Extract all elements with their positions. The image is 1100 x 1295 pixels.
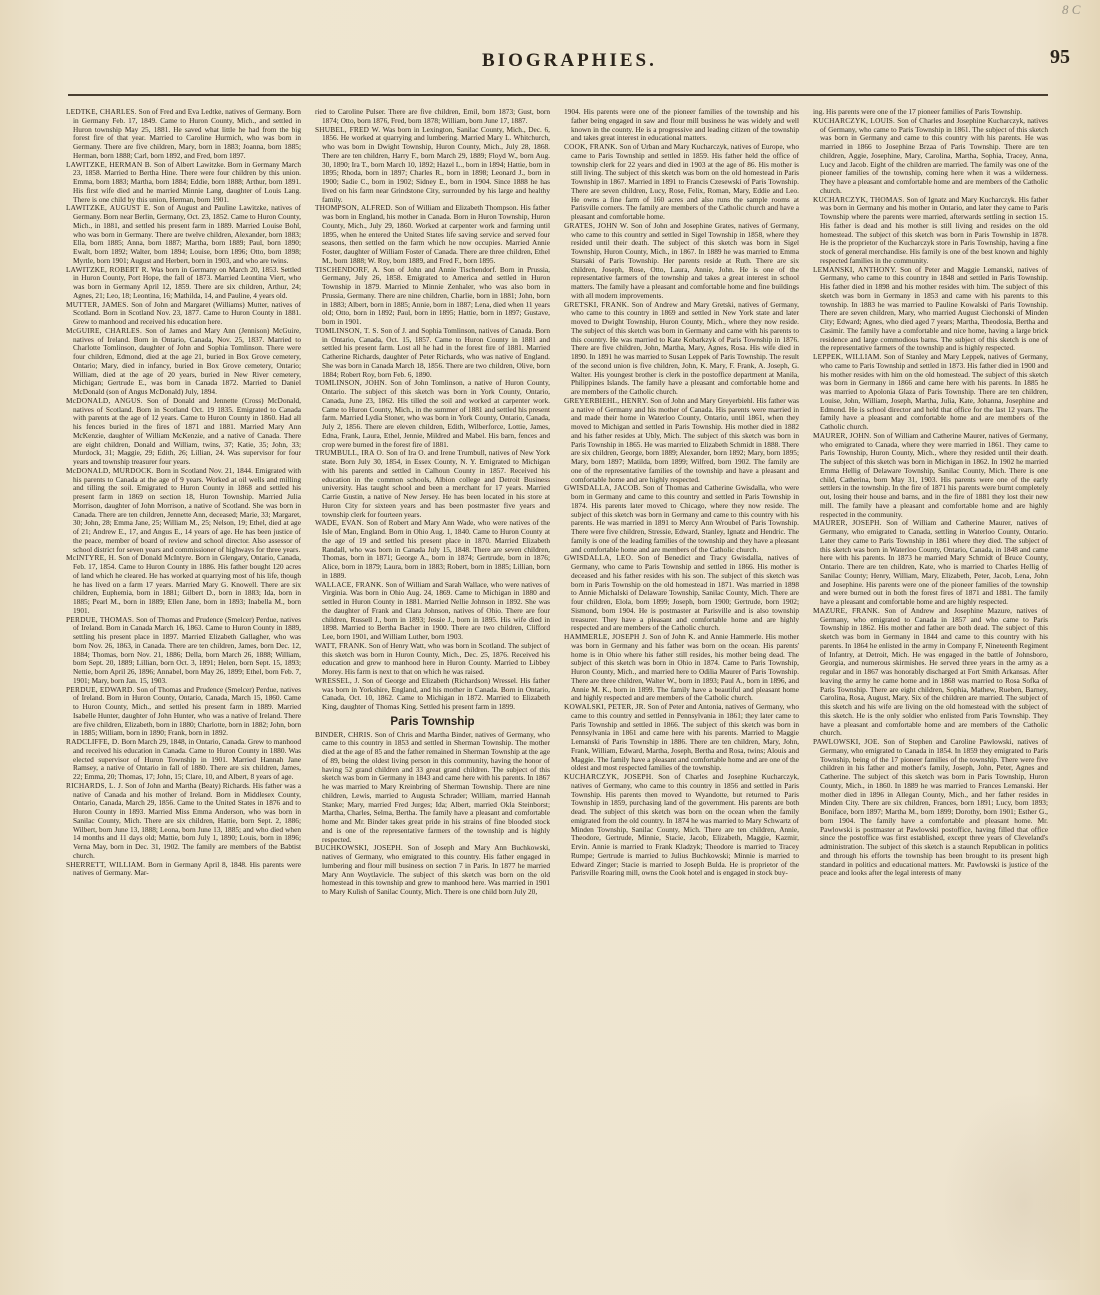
biography-name: KOWALSKI, PETER, JR. [564, 702, 646, 711]
biography-name: WRESSEL, J. [315, 675, 360, 685]
biography-name: WATT, FRANK. [315, 640, 367, 650]
biography-entry [315, 126, 550, 205]
biography-name: McGUIRE, CHARLES. [66, 325, 142, 335]
biography-entry [564, 773, 799, 878]
biography-text: Son of John and Mary Greyerbiehl. His father was a native of Germany and his mother of Canada. His parents were married in and made their home in Waterloo County, Ontario, until 1861, when they moved to Michigan and settled in Paris Township. His mother died in 1882 and his father resides at Ubly, Mich. The subject of this sketch was born in Paris Township in 1865. He was married to Elizabeth Schmidt in 1888. There are six children, George, born 1889; Alexander, born 1892; Mary, born 1895; Mary, born 1897; Matilda, born 1899; Wilfred, born 1902. The family are one of the representative families of the township and have a pleasant and comfortable home and are highly respected. [571, 395, 799, 484]
biography-entry [813, 353, 1048, 432]
biography-text: Born March 29, 1848, in Ontario, Canada. Grew to manhood and received his education in Canada. Came to Huron County in 1880. Was elected supervisor of Huron Township in 1901. Married Hannah Jane Ramsey, a native of Ontario in fall of 1880. There are six children, James, 22; Emma, 20; Thomas, 17; John, 15; Clare, 10, and Albert, 8 years of age. [73, 737, 301, 781]
biography-name: HAMMERLE, JOSEPH J. [564, 632, 648, 641]
biography-text: Son of Thomas and Prudence (Smelcer) Perdue, natives of Ireland. Born in Huron County, Ontario, Canada, March 15, 1860. Came to Huron County, Mich., and settled his present farm in 1889. Married Isabelle Hunter, daughter of John Hunter, who was a native of Ireland. There are five children, Elizabeth, born in 1880; Charlotte, born in 1882; John, born in 1885; William, born in 1890; Frank, born in 1892. [73, 684, 301, 738]
biography-name: TOMLINSON, T. S. [315, 325, 379, 335]
biography-text: Son of William and Elizabeth Thompson. His father was born in England, his mother in Canada. Born in Huron Township, Huron County, Mich., July 29, 1860. Worked at carpenter work and farming until 1895, when he entered the United States life saving service and served four seasons, then settled on the farm which he now occupies. Married Annie Foster, daughter of William Foster of Canada. There are three children, Ethel M., born 1888; W. Roy, born 1889, and Fred F., born 1895. [322, 203, 550, 265]
biography-text: ing. His parents were one of the 17 pioneer families of Paris Township. [813, 108, 1023, 116]
biography-name: TISCHENDORF, A. [315, 264, 380, 274]
biography-text: 1904. His parents were one of the pioneer families of the township and his father being engaged in saw and flour mill business he was widely and well known in the county. He is a progressive and leading citizen of the township and takes great interest in educational matters. [564, 108, 799, 143]
biography-text: Son of William and Catherine Maurer, natives of Germany, who emigrated to Canada, where they were married in 1861. They came to Paris Township, Huron County, Mich., where they resided until their death. The subject of this sketch was born in Michigan in 1862. In 1902 he married Emma Hellig of Delaware Township, Sanilac County, Mich. There is one child, Catherina, born May 31, 1903. His parents were one of the early settlers in the township. In the fire of 1871 his parents were burnt completely out, losing their house and barns, and in the fire of 1881 they lost their new mill. The family have a pleasant and comfortable home and are highly respected in the community. [820, 430, 1048, 519]
biography-entry [315, 108, 550, 126]
biography-name: PERDUE, THOMAS. [66, 614, 135, 624]
biography-entry [66, 686, 301, 739]
biography-name: KUCHARCZYK, LOUIS. [813, 115, 896, 125]
column-1 [66, 108, 301, 1284]
biography-entry [315, 844, 550, 897]
biography-entry [564, 143, 799, 222]
biography-name: KUCHARCZYK, THOMAS. [813, 194, 905, 204]
biography-entry [564, 703, 799, 773]
biography-text: Son of Thomas and Prudence (Smelcer) Perdue, natives of Ireland. Born in Canada March 16, 1863. Came to Huron County in 1889, settling his present place in 1897. Married Elizabeth Gallagher, who was born Nov. 26, 1863, in Canada. There are ten children, James, born Dec. 12, 1884; Thomas, born Nov. 21, 1886; Della, born March 26, 1888; William, born Sept. 20, 1889; Lillian, born Oct. 3, 1891; Helen, born Sept. 15, 1893; Nettie, born April 26, 1896; Annabel, born May 26, 1899; Ethel, born Feb. 7, 1901; Mary, born Jan. 15, 1903. [73, 614, 301, 685]
biography-text: Son of John and Josephine Grates, natives of Germany, who came to this country and settled in Sigel Township in 1858, where they resided until their death. The subject of this sketch was born in Sigel Township, Huron County, Mich., in 1867. In 1889 he was married to Emma Starsaki of Paris Township. Her parents reside at Ruth. There are six children, Joseph, Rose, Otto, Laura, Annie, John. He is one of the representative farmers of the township and takes a great interest in school matters. The family have a pleasant and comfortable home and fine buildings with all modern improvements. [571, 220, 799, 300]
biography-entry [564, 484, 799, 554]
page-title: BIOGRAPHIES. [482, 50, 657, 71]
biography-text: Son of Stephen and Caroline Pawlowski, natives of Germany, who emigrated to Canada in 1854. In 1859 they emigrated to Paris Township, being of the 17 pioneer families of the township. There were five children in his father and mother's family, Joseph, John, Peter, Agnes and Catherine. The subject of this sketch was born in Paris Township, Huron County, Mich., in 1860. In 1889 he was married to Frances Lemanski. Her mother died in 1896 in Allegan County, Mich., and her father resides in Minden City. There are six children, Frances, born 1891; Lucy, born 1893; Boniface, born 1897; Martha M., born 1899; Dorothy, born 1901; Esther G., born 1904. The family have a comfortable and pleasant home. Mr. Pawlowski is postmaster at Pawlowski postoffice, having filled that office since the postoffice was first established, except three years of Cleveland's administration. The subject of this sketch is a staunch Republican in politics and through his efforts the township has been brought to its present high standard in politics and educational matters. Mr. Pawlowski is justice of the peace and looks after the legal interests of many [820, 737, 1048, 878]
biography-entry [66, 327, 301, 397]
biography-name: THOMPSON, ALFRED. [315, 203, 393, 213]
biography-name: KUCHARCZYK, JOSEPH. [564, 772, 654, 781]
biography-entry [813, 738, 1048, 878]
page-header [0, 0, 1100, 100]
biography-text: Son of Chris and Martha Binder, natives of Germany, who came to this country in 1853 and settled in Sherman Township. The mother died at the age of 85 and the father remained in Sherman Township at the age of 89, being the oldest living person in this community, having the honor of having 52 grand children and 33 great grand children. The subject of this sketch was born in Germany in 1843 and came here with his parents. In 1867 he was married to Mary Kreinbring of Sherman Township. There are nine children, Lewis, married to Augusta Schrader; William, married Hannah Stanke; Mary, married Fred Jurges; Ida; Albert, married Okla Steinborst; Martha, Charles, Selma, Bertha. The family have a pleasant and comfortable home and Mr. Binder takes great pride in his strains of fine blooded stock and is one of the representative farmers of the township and is highly respected. [322, 729, 550, 844]
biography-entry [813, 519, 1048, 607]
biography-name: GRETSKI, FRANK. [564, 299, 630, 309]
biography-text: Son of John and Annie Tischendorf. Born in Prussia, Germany, July 26, 1858. Emigrated to America and settled in Huron Township in 1879. Married to Minnie Zenhaler, who was also born in Prussia, Germany. There are nine children, Charlie, born in 1881; John, born in 1883; Albert, born in 1885; Annie, born in 1887; Lena, died when 11 years old; Otto, born in 1892; Paul, born in 1895; Hattie, born in 1897; Gustave, born in 1901. [322, 264, 550, 326]
biography-entry [66, 782, 301, 861]
biography-entry [66, 301, 301, 327]
biography-entry [315, 327, 550, 380]
header-rule [68, 94, 1048, 96]
biography-entry [564, 222, 799, 301]
biography-name: RICHARDS, L. J. [66, 780, 124, 790]
biography-name: LAWITZKE, ROBERT R. [66, 264, 149, 274]
biography-name: MAZURE, FRANK. [813, 605, 880, 615]
biography-name: LAWITZKE, HERMAN B. [66, 159, 152, 169]
biography-text: Son of John and Margaret (Williams) Mutter, natives of Scotland. Born in Scotland Nov. 23, 1877. Came to Huron County in 1881. Grew to manhood and received his education here. [73, 299, 301, 326]
biography-text: Son of J. and Sophia Tomlinson, natives of Canada. Born in Ontario, Canada, Oct. 15, 1857. Came to Huron County in 1881 and settled his present farm. Lost all he had in the forest fire of 1881. Married Catherine Richards, daughter of Peter Richards, who was native of England. She was born in Canada March 18, 1856. There are two children, Olive, born 1884; Robert Roy, born Feb. 6, 1890. [322, 325, 550, 379]
biography-name: McDONALD, MURDOCK. [66, 465, 154, 475]
biography-entry [66, 738, 301, 782]
column-2 [315, 108, 550, 1284]
biography-text: Son of John and Martha (Beaty) Richards. His father was a native of Canada and his mother of Ireland. Born in Middlesex County, Ontario, Canada, March 29, 1856. Came to the United States in 1876 and to Huron County in 1893. Married Miss Emma Anderson, who was born in Sanilac County, Mich. There are six children, Hattie, born Sept. 2, 1886; Wilbert, born June 13, 1888; Leona, born June 13, 1885; and who died when 14 months and 11 days old; Mattie, born July 1, 1890; Louis, born in 1896; Verna May, born in Dec. 31, 1902. The family are members of the Babtist church. [73, 780, 301, 860]
biography-text: Was born in Germany on March 20, 1853. Settled in Huron County, Port Hope, the fall of 1873. Married Leontina Viert, who was born in Germany April 12, 1859. There are six children, Arthur, 24; Agnes, 21; Leo, 18; Leontina, 16; Mathilda, 14, and Pauline, 4 years old. [73, 264, 301, 300]
biography-text: Son of Donald McIntyre. Born in Glengary, Ontario, Canada, Feb. 17, 1854. Came to Huron County in 1886. His father bought 120 acres of land which he cleared. He has worked at quarrying most of his life, though he has lived on a farm 17 years. Married Mary G. Knowell. There are six children, Euphemia, born in 1881; Gilbert D., born in 1883; Ida, born in 1885; Pearl M., born in 1889; Ellen Jane, born in 1893; Inabella M., born 1901. [73, 553, 301, 615]
biography-text: Son of Robert and Mary Ann Wade, who were natives of the Isle of Man, England. Born in Ohio Aug. 1, 1840. Came to Huron County at the age of 19 and settled his present place in 1870. Married Elizabeth Randall, who was born in Canada July 15, 1848. There are seven children, Thomas, born in 1871; George A., born in 1874; Gertrude, born in 1876; Alice, born in 1879; Laura, born in 1883; Robert, born in 1885; Lillian, born in 1889. [322, 518, 550, 580]
biography-entry [315, 677, 550, 712]
biography-entry [66, 161, 301, 205]
biography-name: LEPPEK, WILLIAM. [813, 352, 882, 361]
biography-text: Son of Urban and Mary Kucharczyk, natives of Europe, who came to Paris Township and settled in 1859. His father held the office of township clerk for 22 years and died in 1903 at the age of 86. His mother is still living. The subject of this sketch was born on the old homestead in Paris Township in 1867. Married in 1891 to Francis Czesewski of Paris Township. There are seven children, Lucy, Rose, Felix, Roman, Mary, Eddie and Leo. He owns a fine farm of 160 acres and also runs the sample rooms at Parisville corners. The family are members of the Catholic church and have a pleasant and comfortable home. [571, 142, 799, 221]
biography-text: Born in Scotland Nov. 21, 1844. Emigrated with his parents to Canada at the age of 9 years. Worked at oil wells and milling and tilling the soil. Emigrated to Huron County in 1868 and settled his present farm in 1869 on section 18, Huron Township. Married Julia Morrison, daughter of John Morrison, a native of Scotland. She was born in Canada. There are ten children, Jennette Ann, deceased; Marie, 33; Margaret, 30; John, 28; Emma Jane, 25; William M., 25; Nelson, 19; Ethel, died at age of 21; Andrew E., 17, and Angus E., 14 years of age. He has been justice of the peace, member of board of review and school director. Also assessor of school district for seven years and commissioner of highways for three years. [73, 465, 301, 554]
biography-text: Son of Joseph and Mary Ann Buchkowski, natives of Germany, who emigrated to this country. His father engaged in lumbering and flour mill business on section 7 in Paris. In 1877 he married Mary Ann Woytlavicle. The subject of this sketch was born on the old homestead in this township and grew to manhood here. Was married in 1901 to Mary Kulish of Sanilac County, Mich. There is one child born July 20, [322, 843, 550, 896]
biography-text: Son of August and Pauline Lawitzke, natives of Germany. Born near Berlin, Germany, Oct. 23, 1852. Came to Huron County, Mich., in 1881, and settled his present farm in 1889. Married Louise Bohl, who was born in Germany. There are twelve children, Alexander, born 1883; Ella, born 1885; Anna, born 1887; Martha, born 1889; Paul, born 1890; Ewalt, born 1892; Walter, born 1894; Louise, born 1896; Otto, born 1898; Myrtle, born 1901; August and Herbert, born in 1903, and who are twins. [73, 203, 301, 265]
biography-name: GREYERBIEHL, HENRY. [564, 395, 649, 405]
biography-entry [813, 266, 1048, 354]
biography-entry [315, 642, 550, 677]
biography-name: LAWITZKE, AUGUST E. [66, 203, 151, 213]
biography-entry [66, 554, 301, 615]
biography-entry [564, 633, 799, 703]
biography-entry [66, 266, 301, 301]
biography-text: Son of Thomas and Catherine Gwisdalla, who were born in Germany and came to this country and settled in Paris Township in 1874. His parents later moved to Chicago, where they now reside. The subject of this sketch was born in Germany and came to this country with his parents. He was married in 1891 to Mercy Ann Wroubel of Paris Township. There were five children, Stressie, Edward, Stanley, Ignatz and Hendric. The family is one of the leading families of the township and they have a pleasant and comfortable home and are members of the Catholic church. [571, 483, 799, 554]
page-number: 95 [1050, 46, 1070, 68]
biography-entry [315, 204, 550, 265]
biography-name: MUTTER, JAMES. [66, 299, 129, 309]
biography-entry [66, 861, 301, 879]
biography-entry [66, 467, 301, 555]
biography-name: BUCHKOWSKI, JOSEPH. [315, 843, 403, 853]
biography-text: ried to Caroline Pulser. There are five children, Emil, born 1873; Gust, born 1874; Otto, born 1876, Fred, born 1878; William, born June 17, 1887. [315, 108, 550, 125]
biography-entry [66, 204, 301, 265]
section-heading: Paris Township [390, 715, 475, 728]
biography-text: Son of Peter and Maggie Lemanski, natives of Germany, who came to this country in 1848 and settled in Paris Township. His father died in 1898 and his mother resides with him. The subject of this sketch was born in Germany in 1853 and came with his parents to this township. In 1883 he was married to Pauline Kowalski of Paris Township. There are seven children, Mary, who married August Ciechonski of Minden City; Edward; Agnes, who died aged 7 years; Martha, Theodosia, Bertha and Casimir. The family have a comfortable and nice home, having a large brick residence and large commodious barns. The subject of this sketch is one of the representative farmers of the township and is highly respected. [820, 264, 1048, 353]
biography-text: Son of Ignatz and Mary Kucharczyk. His father was born in Germany and his mother in Ontario, and later they came to Paris Township where the parents were married, afterwards settling in section 15. His father is dead and his mother is still living and resides on the old homestead. The subject of this sketch was born in Paris Township in 1878. He is the proprietor of the Kucharczyk store in Paris Township, having a fine stock of general merchandise. His family is one of the best known and highly respected families in the community. [820, 194, 1048, 265]
biography-text: Son of Peter and Antonia, natives of Germany, who came to this country and settled in Pennsylvania in 1861; they later came to Paris Township and settled in 1866. The subject of this sketch was born in Pennsylvania in 1861 and came here with his parents. Married to Maggie Lemanski of Paris Township in 1886. There are ten children, Mary, John, Frank, William, Edward, Martha, Joseph, Bertha and Rosa, twins; Alouis and Maggie. The family have a pleasant and comfortable home and are one of the oldest and most respected families of the township. [571, 702, 799, 773]
biography-name: LEDTKE, CHARLES. [66, 108, 137, 116]
biography-name: PAWLOWSKI, JOE. [813, 737, 880, 746]
biography-text: Son of John K. and Annie Hammerle. His mother was born in Germany and his father was born on the ocean. His parents' home is in Ohio where his father still resides, his mother being dead. The subject of this sketch was born in Ohio in 1874. Came to Paris Township, Huron County, Mich., and married here to Odilia Maurer of Paris Township. There are three children, Walter W., born in 1893; Paul A., born in 1896, and Annie M. K., born in 1899. The family have a beautiful and pleasant home and highly respected and are members of the Catholic church. [571, 632, 799, 703]
biography-entry [315, 379, 550, 449]
column-4 [813, 108, 1048, 1284]
biography-name: MAURER, JOHN. [813, 430, 872, 440]
biography-name: McINTYRE, H. [66, 553, 117, 563]
biography-name: GWISDALLA, JACOB. [564, 483, 641, 493]
biography-entry [564, 554, 799, 633]
biography-text: Son of Ira O. and Irene Trumbull, natives of New York state. Born July 30, 1854, in Essex County, N. Y. Emigrated to Michigan with his parents and settled in Calhoun County in 1857. Received his education in the common schools, Albion college and Detroit Business university. Has taught school and been a merchant for 17 years. Married Carrie Gustin, a native of New Jersey. He has been located in his store at Huron City for sixteen years and has been postmaster five years and township clerk for fourteen years. [322, 448, 550, 519]
biography-entry [315, 266, 550, 327]
biography-entry [564, 301, 799, 397]
biography-name: McDONALD, ANGUS. [66, 395, 143, 405]
biography-text: Son of Charles and Josephine Kucharczyk, natives of Germany, who came to this country in 1856 and settled in Paris Township. His parents then moved to Wyandotte, but returned to Paris Township in 1859, purchasing land of the government. His parents are both dead. The subject of this sketch was born on the ocean when the family emigrated from the old country. In 1874 he was married to Mary Schwartz of Minden Township, Sanilac County, Mich. There are ten children, Annie, Theodore, Gertrude, Minnie, Stacie, Jacob, Elizabeth, Maggie, Kazmir, Ervin. Annie is married to Frank Kladzyk; Theodore is married to Tracey Rumpe; Gertrude is married to Julius Buchkowski; Minnie is married to Edward Zinger; Stacie is married to Joseph Bulda. He is proprietor of the Parisville Roaring mill, owns the Cook hotel and is engaged in stock buy- [571, 772, 799, 878]
biography-text: Son of Andrew and Mary Gretski, natives of Germany, who came to this country in 1869 and settled in New York state and later moved to Dwight Township, Huron County, Mich., where they now reside. The subject of this sketch was born in Germany and came with his parents to this country. He was married to Kate Kobarkzyk of Paris Township in 1876. There are five children, John, Martha, Mary, Agnes, Rosa. His wife died in 1890. In 1891 he was married to Susan Leppek of Paris Township. The result of the second union is five children, John, K. Mary, F. Frank, A. Joseph, G. Walter. His youngest brother is clerk in the postoffice department at Manila, Philippines Islands. The family have a pleasant and comfortable home and are members of the Catholic church. [571, 299, 799, 396]
biography-text: Born in Germany April 8, 1848. His parents were natives of Germany. Mar- [73, 859, 301, 878]
biography-name: WADE, EVAN. [315, 518, 364, 528]
biography-text: Son of Stanley and Mary Leppek, natives of Germany, who came to Paris Township and settled in 1873. His father died in 1900 and his mother resides with him on the old homestead. The subject of this sketch was born in Germany in 1866 and came here with his parents. In 1885 he was married to Apolonia Glaza of Paris Township. There are ten children, Louise, John, William, Joseph, Martha, Julia, Kate, Johanna, Josephine and Edmond. He is school director and held that office for the last 12 years. The family have a pleasant and comfortable home and are members of the Catholic church. [820, 352, 1048, 431]
biography-columns [66, 108, 1048, 1284]
biography-text: Son of Benedict and Tracy Gwisdalla, natives of Germany, who came to Paris Township and settled in 1866. His mother is deceased and his father resides with his son. The subject of this sketch was born in Paris Township on the old homestead in 1871. Was married in 1898 to Annie Michalski of Delaware Township, Sanilac County, Mich. There are four children, Elola, born 1899; Joseph, born 1900; Gertrude, born 1902; Sismond, born 1904. He is postmaster at Parisville and is also township treasurer. They have a pleasant and comfortable home and are highly respected and are members of the Catholic church. [571, 553, 799, 633]
biography-text: Son of William and Sarah Wallace, who were natives of Virginia. Was born in Ohio Aug. 24, 1869. Came to Michigan in 1880 and settled in Huron County in 1881. Married Nellie Johnson in 1892. She was the daughter of Frank and Clara Johnson, natives of Ohio. There are four children, Russell J., born in 1893; Jessie J., born in 1895. His wife died in 1898. Married to Bertha Bacher in 1900. There are two children, Clifford Lee, born 1901, and William Luther, born 1903. [322, 579, 550, 641]
biography-entry [66, 616, 301, 686]
biography-name: PERDUE, EDWARD. [66, 684, 135, 694]
biography-entry [66, 108, 301, 161]
biography-name: GWISDALLA, LEO. [564, 553, 634, 563]
biography-name: COOK, FRANK. [564, 142, 618, 151]
biography-text: Son of James and Mary Ann (Jennison) McGuire, natives of Ireland. Born in Ontario, Canada, Nov. 25, 1837. Married to Charlotte Tomlinson, daughter of John and Sophia Tomlinson. There were four children, Edmond, died at the age 21, buried in Box Grove cemetery, Ontario; Mary, died in infancy, buried in Box Grove cemetery, Ontario; William, died at the age of 20 years, buried in New River cemetery, Michigan; Gertrude E., was born in Canada 1872. Married to Daniel McDonald (son of Angus McDonald) July, 1894. [73, 325, 301, 396]
biography-name: RADCLIFFE, D. [66, 737, 120, 746]
biography-name: MAURER, JOSEPH. [813, 518, 882, 528]
column-3 [564, 108, 799, 1284]
biography-name: LEMANSKI, ANTHONY. [813, 264, 897, 274]
biography-entry [813, 432, 1048, 520]
biography-text: Son of Andrew and Josephine Mazure, natives of Germany, who emigrated to Canada in 1857 and who came to Paris Township in 1862. His mother and father are both dead. The subject of this sketch was born in Germany in 1844 and came to this country with his parents. In 1864 he enlisted in the army in Company F, Nineteenth Regiment of Infantry, at Detroit, Mich. He was engaged in the battle of Johnsboro, Georgia, and numerous skirmishes. He served three years in the army as a regular and in 1867 was honorably discharged at Fort Smith Arkansas. After leaving the army he came home and in 1868 was married to Rosa Sofka of Paris Township. There are eight children, Sophia, Mathew, Rueben, Barney, Carolina, Rosa, August, Mary. Six of the children are married. The subject of this sketch and his wife are living on the old homestead with the subject of this sketch. He is the only soldier who enlisted from Paris Township. They have a pleasant and comfortable home and are members of the Catholic church. [820, 605, 1048, 738]
biography-text: Son of Fred and Eva Ledtke, natives of Germany. Born in Germany Feb. 17, 1849. Came to Huron County, Mich., and settled in Huron township May 25, 1881. He saved what little he had from the big forest fire of that year. Married to Caroline Hurmich, who was born in Germany. There are five children, Mary, born in 1883; Joanna, born 1885; Herman, born 1888; Carl, born 1892, and Fred, born 1897. [73, 108, 301, 160]
biography-text: Son of Henry Watt, who was born in Scotland. The subject of this sketch was born in Huron County, Mich., Dec. 25, 1876. Received his education and grew to manhood here in Huron County. Married to Libbey Morey. His farm is next to that on which he was raised. [322, 640, 550, 676]
biography-name: WALLACE, FRANK. [315, 579, 384, 589]
biography-text: Son of John Tomlinson, a native of Huron County, Ontario. The subject of this sketch was born in York County, Ontario, Canada, June 23, 1862. His tilled the soil and worked at carpenter work. Came to Huron County, Mich., in the summer of 1881 and settled his present farm. Married Lydia Stoner, who was born in York County, Ontario, Canada, July 2, 1856. There are eleven children, Edith, Wilberforce, Lottie, James, Edna, Frank, Laura, Ethel, Jennie, Mildred and Mabel. His barn, fences and crop were burned in the forest fire of 1881. [322, 378, 550, 449]
biography-entry [813, 607, 1048, 738]
biography-text: Son of Donald and Jennette (Cross) McDonald, natives of Scotland. Born in Scotland Oct. 19 1835. Emigrated to Canada with parents at the age of 12 years. Came to Huron County in 1860. Had all his fences buried in the fires of 1871 and 1881. Married Mary Ann McKenzie, daughter of William McKenzie, and a native of Canada. There are eight children, Donald and William, twins, 37; Katie, 35; John, 33; Murdock, 31; Maggie, 29; Edith, 26; Lillian, 24. Was supervisor for four years and township treasurer four years. [73, 395, 301, 466]
biography-entry [813, 117, 1048, 196]
biography-entry [315, 449, 550, 519]
biography-text: Son of Charles and Josephine Kucharczyk, natives of Germany, who came to Paris Township in 1861. The subject of this sketch was born in Germany and came to this country with his parents. He was married in 1866 to Josephine Brzaa of Paris Township. There are ten children, Aggie, Josephine, Mary, Carolina, Martha, Sophia, Tracey, Anna, Lucy and Jacob. Eight of the children are married. The family was one of the pioneer families of the township, coming here when it was a wilderness. They have a pleasant and comfortable home and are members of the Catholic church. [820, 115, 1048, 195]
biography-text: Son of William and Catherine Maurer, natives of Germany, who emigrated to Canada, settling in Waterloo County, Ontario. Later they came to Paris Township in 1861 where they died. The subject of this sketch was born in Waterloo County, Ontario, Canada, in 1848 and came here with his parents. In 1873 he married Mary Schmidt of Bruce County, Ontario. There are ten children, Kate, who is married to Charles Hellig of Sanilac County; Henry, William, Mary, Elizabeth, Peter, Jacob, Lena, John and Josephine. His parents were one of the pioneer families of the township and were burned out in both the forest fires of 1871 and 1881. The family have a pleasant and comfortable home and are highly respected. [820, 518, 1048, 606]
biography-entry [66, 397, 301, 467]
biography-entry [315, 519, 550, 580]
biography-text: Was born in Lexington, Sanilac County, Mich., Dec. 6, 1856. He worked at quarrying and lumbering. Married Mary L. Whitchurch, who was born in Dwight Township, Huron County, Mich., July 28, 1868. There are ten children, Harry F., born March 29, 1889; Floyd W., born Aug. 30, 1890; Ira T., born March 10, 1892; Hazel L., born in 1894; Hattie, born in 1895; Rhoda, born in 1897; Charles R., born in 1898; Leonard J., born in 1900; Sadie C., born in 1902; Sidney E., born in 1904. Since 1888 he has lived on his farm near Grindstone City, surrounded by his large and healthy family. [322, 124, 550, 204]
biography-entry [813, 196, 1048, 266]
biography-name: SHUBEL, FRED W. [315, 124, 381, 134]
biography-text: Son of Albert Lawitzke. Born in Germany March 23, 1858. Married to Bertha Hine. There were four children by this union. Emma, born 1883; Martha, born 1884; Eddie, born 1888; Arthur, born 1891. His first wife died and he married Minnie Lang, daughter of Louis Lang. There is one child by this union, Herman, born 1901. [73, 159, 301, 204]
biography-name: GRATES, JOHN W. [564, 220, 629, 230]
biography-text: Son of George and Elizabeth (Richardson) Wressel. His father was born in Yorkshire, England, and his mother in Canada. Born in Ontario, Canada, Oct. 10, 1862. Came to Michigan in 1872. Married to Elizabeth King, daughter of Thomas King. Settled his present farm in 1899. [322, 675, 550, 711]
biography-entry [564, 397, 799, 485]
biography-name: SHERRETT, WILLIAM. [66, 859, 146, 869]
biography-name: TRUMBULL, IRA O. [315, 448, 385, 458]
biography-entry [315, 731, 550, 845]
biography-entry [315, 581, 550, 642]
biography-name: BINDER, CHRIS. [315, 729, 373, 739]
corner-pencil-mark: 8 C [1062, 2, 1081, 17]
biography-name: TOMLINSON, JOHN. [315, 378, 388, 388]
biography-entry [564, 108, 799, 143]
